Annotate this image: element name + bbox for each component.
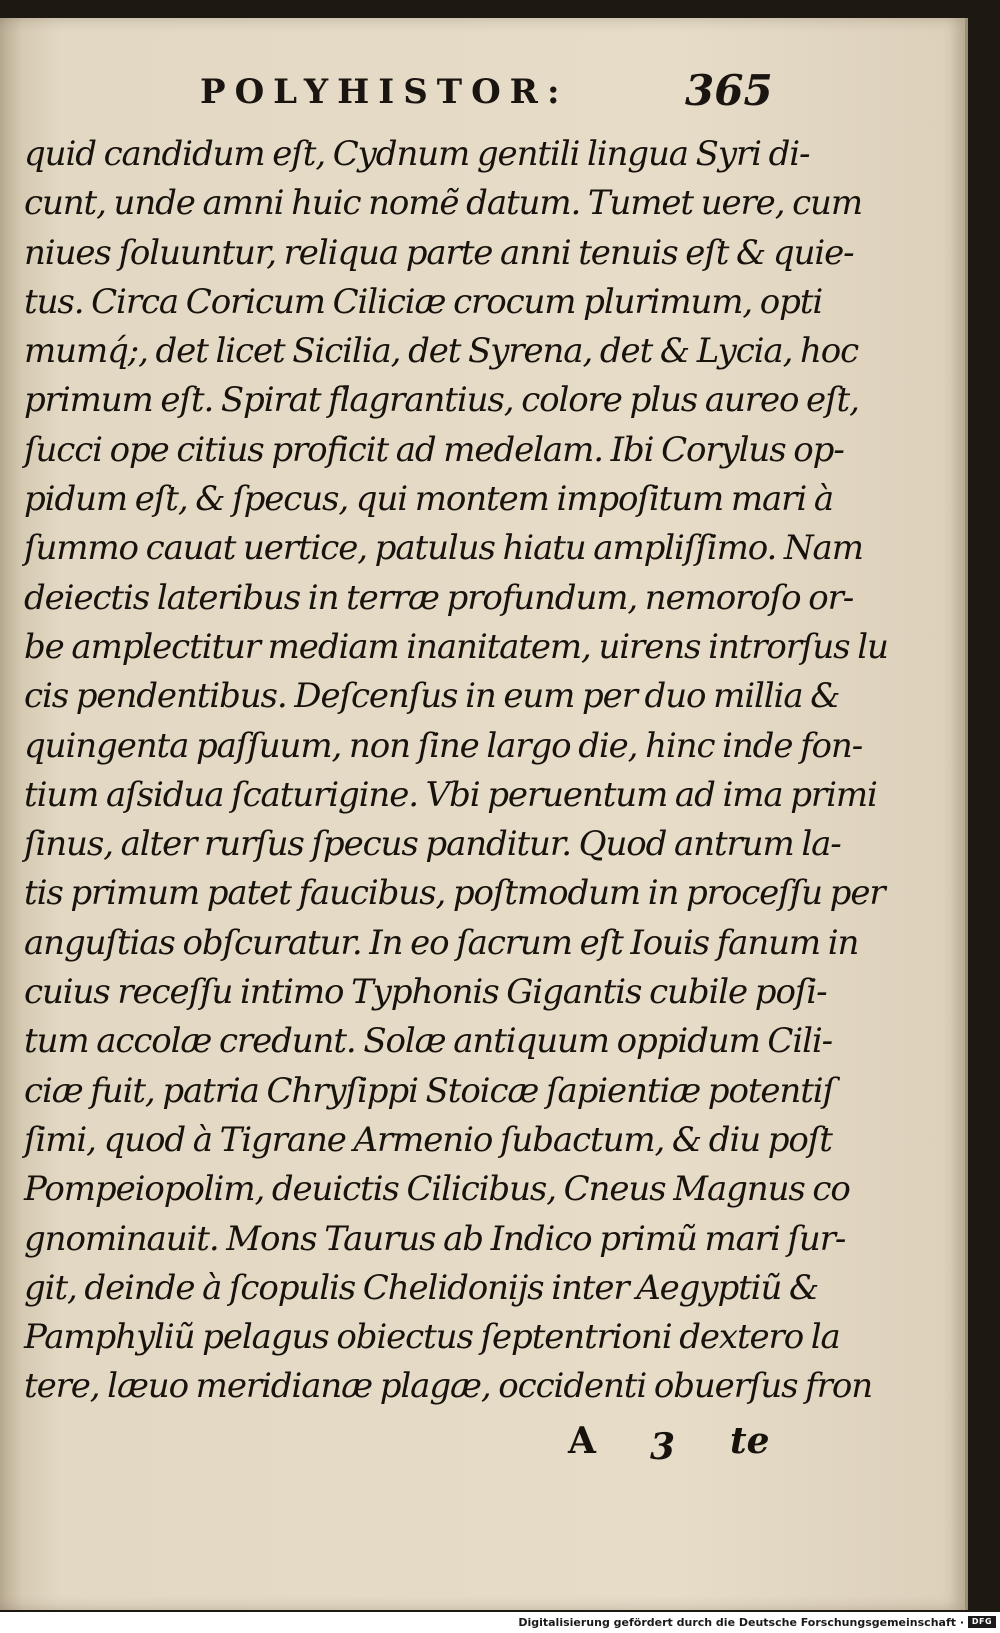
text-line: ſucci ope citius proficit ad medelam. Ibi Corylus op- <box>24 429 844 470</box>
text-line: ſinus, alter rurſus ſpecus panditur. Quod antrum la- <box>24 824 841 865</box>
page-footer-line <box>0 1420 965 1470</box>
text-line: tum accolæ credunt. Solæ antiquum oppidum Cili- <box>24 1021 833 1062</box>
text-line: Pamphyliũ pelagus obiectus ſeptentrioni dextero la <box>24 1317 840 1358</box>
text-line: quid candidum eſt, Cydnum gentili lingua Syri di- <box>24 134 810 174</box>
text-line: Pompeiopolim, deuictis Cilicibus, Cneus Magnus co <box>24 1169 850 1210</box>
text-line: be amplectitur mediam inanitatem, uirens introrſus lu <box>24 626 888 667</box>
text-line: quingenta paſſuum, non ſine largo die, hinc inde fon- <box>24 725 863 766</box>
text-line: gnominauit. Mons Taurus ab Indico primũ mari ſur- <box>24 1218 846 1259</box>
text-line: ſummo cauat uertice, patulus hiatu ampliſſimo. Nam <box>24 528 863 569</box>
digitization-footer <box>0 1612 1000 1633</box>
text-line: pidum eſt, & ſpecus, qui montem impoſitum mari à <box>24 479 833 520</box>
signature-mark: A <box>568 1420 596 1462</box>
text-line: deiectis lateribus in terræ profundum, nemoroſo or- <box>24 577 854 618</box>
catchword: te <box>730 1420 770 1462</box>
text-line: mumq́;, det licet Sicilia, det Syrena, det & Lycia, hoc <box>24 331 859 372</box>
text-line: cuius receſſu intimo Typhonis Gigantis cubile poſi- <box>24 972 827 1013</box>
text-line: cunt, unde amni huic nomẽ datum. Tumet uere, cum <box>24 183 862 224</box>
signature-number: 3 <box>650 1426 676 1468</box>
page-number: 365 <box>685 66 773 115</box>
text-line: ſimi, quod à Tigrane Armenio ſubactum, & diu poſt <box>24 1119 832 1160</box>
text-line: git, deinde à ſcopulis Chelidonijs inter Aegyptiũ & <box>24 1267 819 1308</box>
text-line: niues ſoluuntur, reliqua parte anni tenuis eſt & quie- <box>24 232 854 273</box>
text-line: cis pendentibus. Deſcenſus in eum per duo millia & <box>24 676 840 717</box>
dfg-logo-icon: DFG <box>968 1616 996 1628</box>
book-page <box>0 18 968 1610</box>
funding-credit: Digitalisierung gefördert durch die Deutsche Forschungsgemeinschaft · <box>518 1616 964 1629</box>
text-line: tis primum patet faucibus, poſtmodum in proceſſu per <box>24 873 885 914</box>
text-line: tus. Circa Coricum Ciliciæ crocum plurimum, opti <box>24 281 823 322</box>
text-line: primum eſt. Spirat flagrantius, colore plus aureo eſt, <box>24 380 859 421</box>
page-header <box>0 66 965 126</box>
text-line: ciæ fuit, patria Chryſippi Stoicæ ſapientiæ potentiſ <box>24 1070 835 1111</box>
running-head: POLYHISTOR: <box>200 72 569 112</box>
text-line: anguſtias obſcuratur. In eo ſacrum eſt Iouis fanum in <box>24 922 859 963</box>
body-text <box>24 130 888 1412</box>
text-line: tium aſsidua ſcaturigine. Vbi peruentum ad ima primi <box>24 774 877 815</box>
text-line: tere, læuo meridianæ plagæ, occidenti obuerſus fron <box>24 1366 872 1407</box>
